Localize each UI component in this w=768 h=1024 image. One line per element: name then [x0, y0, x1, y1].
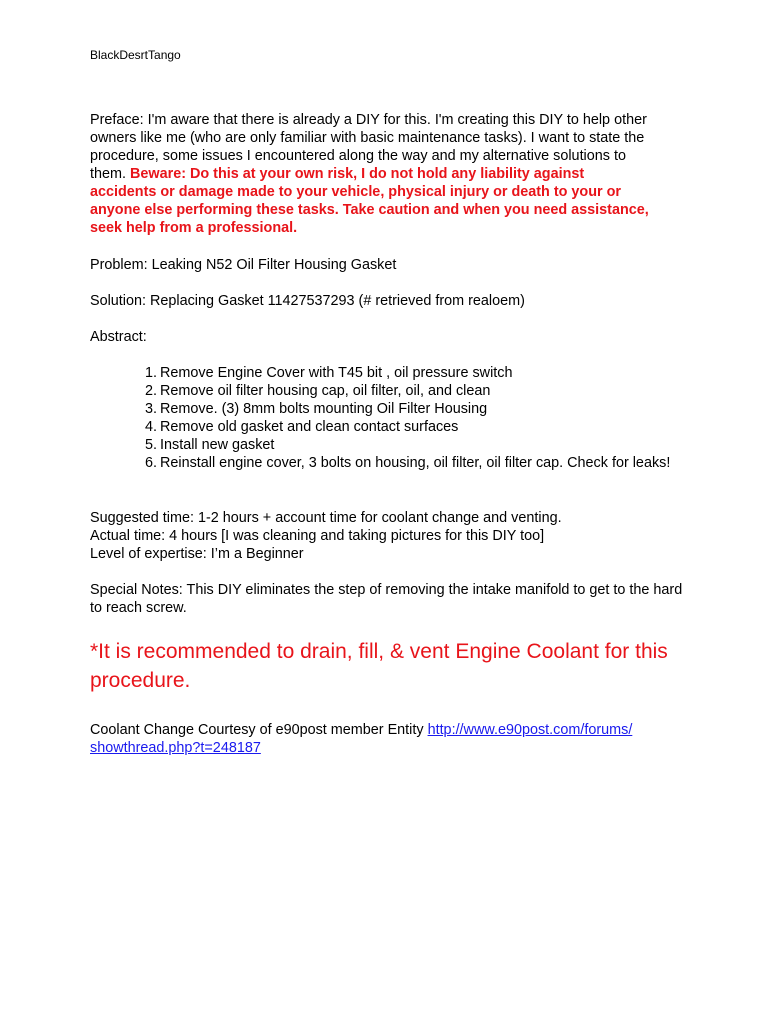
list-item: [142, 418, 682, 436]
preface-line: Preface: I'm aware that there is already a DIY for this. I'm creating this DIY to help other: [90, 112, 647, 128]
preface-line: [90, 165, 690, 183]
warning-text: Beware: Do this at your own risk, I do not hold any liability against: [130, 166, 585, 182]
steps-list: [142, 364, 682, 472]
list-item: [142, 436, 682, 454]
abstract-heading: Abstract:: [90, 329, 147, 345]
preface-last-prefix: them.: [90, 166, 130, 182]
preface-line: owners like me (who are only familiar with basic maintenance tasks). I want to state the: [90, 130, 645, 146]
author-name: BlackDesrtTango: [90, 48, 181, 62]
step-number: 2.: [145, 383, 158, 399]
step-text: Remove oil filter housing cap, oil filter, oil, and clean: [160, 383, 491, 399]
list-item: [142, 454, 682, 472]
special-notes: Special Notes: This DIY eliminates the step of removing the intake manifold to get to the hard to reach screw.: [90, 582, 683, 616]
actual-time: Actual time: 4 hours [I was cleaning and taking pictures for this DIY too]: [90, 528, 545, 544]
list-item: [142, 364, 682, 382]
step-number: 4.: [145, 419, 158, 435]
coolant-recommendation: *It is recommended to drain, fill, & vent Engine Coolant for this procedure.: [90, 640, 668, 692]
step-number: 6.: [145, 455, 158, 471]
warning-line: anyone else performing these tasks. Take caution and when you need assistance,: [90, 202, 649, 218]
step-text: Remove Engine Cover with T45 bit , oil pressure switch: [160, 365, 513, 381]
coolant-credit-text: Coolant Change Courtesy of e90post member Entity: [90, 722, 428, 738]
step-text: Remove old gasket and clean contact surfaces: [160, 419, 459, 435]
warning-line: accidents or damage made to your vehicle, physical injury or death to your or: [90, 184, 621, 200]
list-item: [142, 400, 682, 418]
step-number: 3.: [145, 401, 158, 417]
timing-section: [90, 509, 690, 563]
step-text: Remove. (3) 8mm bolts mounting Oil Filter Housing: [160, 401, 488, 417]
link-text-line2[interactable]: showthread.php?t=248187: [90, 740, 261, 756]
step-text: Reinstall engine cover, 3 bolts on housing, oil filter, oil filter cap. Check for leaks!: [160, 455, 671, 471]
step-number: 5.: [145, 437, 158, 453]
link-text-line1[interactable]: http://www.e90post.com/forums/: [427, 722, 633, 738]
expertise-level: Level of expertise: I’m a Beginner: [90, 546, 304, 562]
problem-statement: Problem: Leaking N52 Oil Filter Housing Gasket: [90, 257, 397, 273]
preface-line: procedure, some issues I encountered along the way and my alternative solutions to: [90, 148, 626, 164]
suggested-time: Suggested time: 1-2 hours + account time for coolant change and venting.: [90, 510, 562, 526]
solution-statement: Solution: Replacing Gasket 11427537293 (# retrieved from realoem): [90, 293, 525, 309]
step-number: 1.: [145, 365, 158, 381]
coolant-credit: [90, 721, 690, 757]
warning-line: seek help from a professional.: [90, 220, 298, 236]
preface-paragraph: [90, 111, 690, 237]
step-text: Install new gasket: [160, 437, 275, 453]
list-item: [142, 382, 682, 400]
